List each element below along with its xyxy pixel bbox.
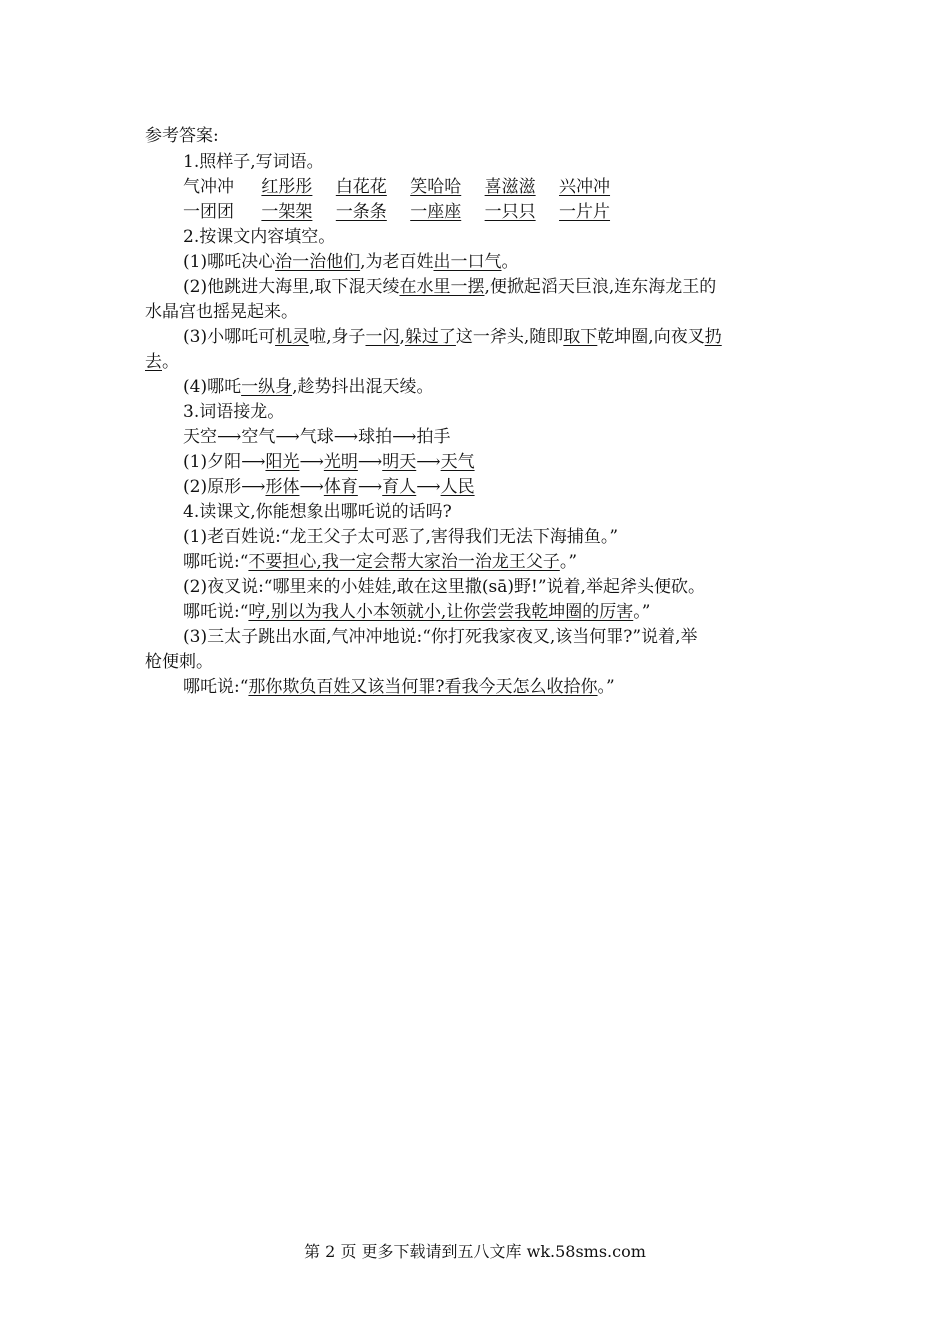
- arrow-icon: ⟶: [333, 427, 359, 447]
- answer-fill: 哼,别以为我人小本领就小,让你尝尝我乾坤圈的厉害: [248, 602, 634, 622]
- chain-word: 球拍: [358, 427, 393, 447]
- arrow-icon: ⟶: [357, 477, 383, 497]
- q4-answer-3: [183, 675, 615, 699]
- q1-answer-word: 一片片: [559, 202, 611, 222]
- q4-prompt-1: (1)老百姓说:“龙王父子太可恶了,害得我们无法下海捕鱼。”: [183, 527, 619, 547]
- text: 。”: [597, 677, 615, 697]
- q1-heading: 1.照样子,写词语。: [183, 152, 324, 172]
- answer-fill: 不要担心,我一定会帮大家治一治龙王父子: [248, 552, 560, 572]
- text: 这一斧头,随即: [455, 327, 564, 347]
- answer-fill: 去: [145, 352, 162, 372]
- chain-word: (1)夕阳: [183, 452, 242, 472]
- answer-fill: 光明: [323, 452, 358, 472]
- q4-answer-2: [183, 600, 650, 624]
- q1-answer-word: 一座座: [410, 202, 462, 222]
- text: (1)哪吒决心: [183, 252, 276, 272]
- q1-answer-word: 白花花: [335, 177, 387, 197]
- answer-title: 参考答案:: [145, 126, 219, 146]
- arrow-icon: ⟶: [217, 427, 242, 447]
- chain-word: 气球: [299, 427, 334, 447]
- text: 。”: [559, 552, 578, 572]
- arrow-icon: ⟶: [392, 427, 417, 447]
- chain-word: 空气: [241, 427, 276, 447]
- q2-sentence-3: [183, 325, 722, 349]
- text: 啦,身子: [309, 327, 366, 347]
- text: 。”: [633, 602, 651, 622]
- text: ,便掀起滔天巨浪,连东海龙王的: [484, 277, 717, 297]
- q1-row1: [183, 175, 628, 199]
- q1-example-word: 一团团: [183, 202, 234, 222]
- q1-answer-word: 喜滋滋: [484, 177, 536, 197]
- arrow-icon: ⟶: [416, 452, 441, 472]
- answer-fill: 阳光: [265, 452, 300, 472]
- chain-word: 天空: [183, 427, 217, 447]
- q1-answer-word: 一条条: [335, 202, 387, 222]
- answer-fill: 育人: [382, 477, 417, 497]
- text: ,为老百姓: [360, 252, 434, 272]
- q2-sentence-4: [183, 375, 434, 399]
- page-footer: 第 2 页 更多下载请到五八文库 wk.58sms.com: [304, 1242, 646, 1261]
- q2-sentence-3-cont: [145, 350, 179, 374]
- answer-fill: 那你欺负百姓又该当何罪?看我今天怎么收拾你: [248, 677, 598, 697]
- text: (2)他跳进大海里,取下混天绫: [183, 277, 400, 297]
- text: ,: [399, 327, 405, 347]
- answer-fill: 扔: [704, 327, 722, 347]
- answer-fill: 取下: [563, 327, 598, 347]
- q4-prompt-2: (2)夜叉说:“哪里来的小娃娃,敢在这里撒(sā)野!”说着,举起斧头便砍。: [183, 577, 705, 597]
- arrow-icon: ⟶: [299, 452, 324, 472]
- arrow-icon: ⟶: [275, 427, 300, 447]
- answer-fill: 体育: [323, 477, 358, 497]
- text: (4)哪吒: [183, 377, 242, 397]
- q3-example-chain: [183, 425, 451, 449]
- answer-fill: 形体: [265, 477, 300, 497]
- answer-fill: 明天: [382, 452, 417, 472]
- q3-chain-2: [183, 475, 475, 499]
- text: (3)小哪吒可: [183, 327, 276, 347]
- q1-answer-word: 一只只: [484, 202, 536, 222]
- text: 。: [162, 352, 179, 372]
- answer-fill: 一闪: [365, 327, 400, 347]
- arrow-icon: ⟶: [241, 477, 266, 497]
- q3-heading: 3.词语接龙。: [183, 402, 285, 422]
- text: 乾坤圈,向夜叉: [597, 327, 705, 347]
- q1-answer-word: 一架架: [261, 202, 313, 222]
- arrow-icon: ⟶: [241, 452, 266, 472]
- answer-fill: 一纵身: [241, 377, 293, 397]
- q1-answer-word: 红彤彤: [261, 177, 313, 197]
- answer-fill: 躲过了: [404, 327, 456, 347]
- q2-sentence-2-cont: 水晶宫也摇晃起来。: [145, 302, 298, 322]
- arrow-icon: ⟶: [299, 477, 324, 497]
- arrow-icon: ⟶: [357, 452, 383, 472]
- text: ,趁势抖出混天绫。: [292, 377, 434, 397]
- q2-sentence-1: [183, 250, 519, 274]
- answer-fill: 在水里一摆: [399, 277, 485, 297]
- text: 哪吒说:“: [183, 602, 249, 622]
- q2-sentence-2: [183, 275, 716, 299]
- chain-word: 拍手: [416, 427, 451, 447]
- answer-fill: 机灵: [275, 327, 310, 347]
- q1-answer-word: 兴冲冲: [559, 177, 611, 197]
- text: 哪吒说:“: [183, 552, 249, 572]
- answer-fill: 出一口气: [433, 252, 502, 272]
- chain-word: (2)原形: [183, 477, 242, 497]
- q4-answer-1: [183, 550, 577, 574]
- answer-fill: 人民: [440, 477, 475, 497]
- text: 。: [501, 252, 519, 272]
- q1-example-word: 气冲冲: [183, 177, 234, 197]
- q3-chain-1: [183, 450, 475, 474]
- q1-row2: [183, 200, 628, 224]
- q1-answer-word: 笑哈哈: [410, 177, 462, 197]
- q4-heading: 4.读课文,你能想象出哪吒说的话吗?: [183, 502, 452, 522]
- text: 哪吒说:“: [183, 677, 249, 697]
- arrow-icon: ⟶: [416, 477, 441, 497]
- q4-prompt-3-cont: 枪便刺。: [145, 652, 213, 672]
- answer-fill: 天气: [440, 452, 475, 472]
- answer-fill: 治一治他们: [275, 252, 361, 272]
- q4-prompt-3: (3)三太子跳出水面,气冲冲地说:“你打死我家夜叉,该当何罪?”说着,举: [183, 627, 698, 647]
- q2-heading: 2.按课文内容填空。: [183, 227, 336, 247]
